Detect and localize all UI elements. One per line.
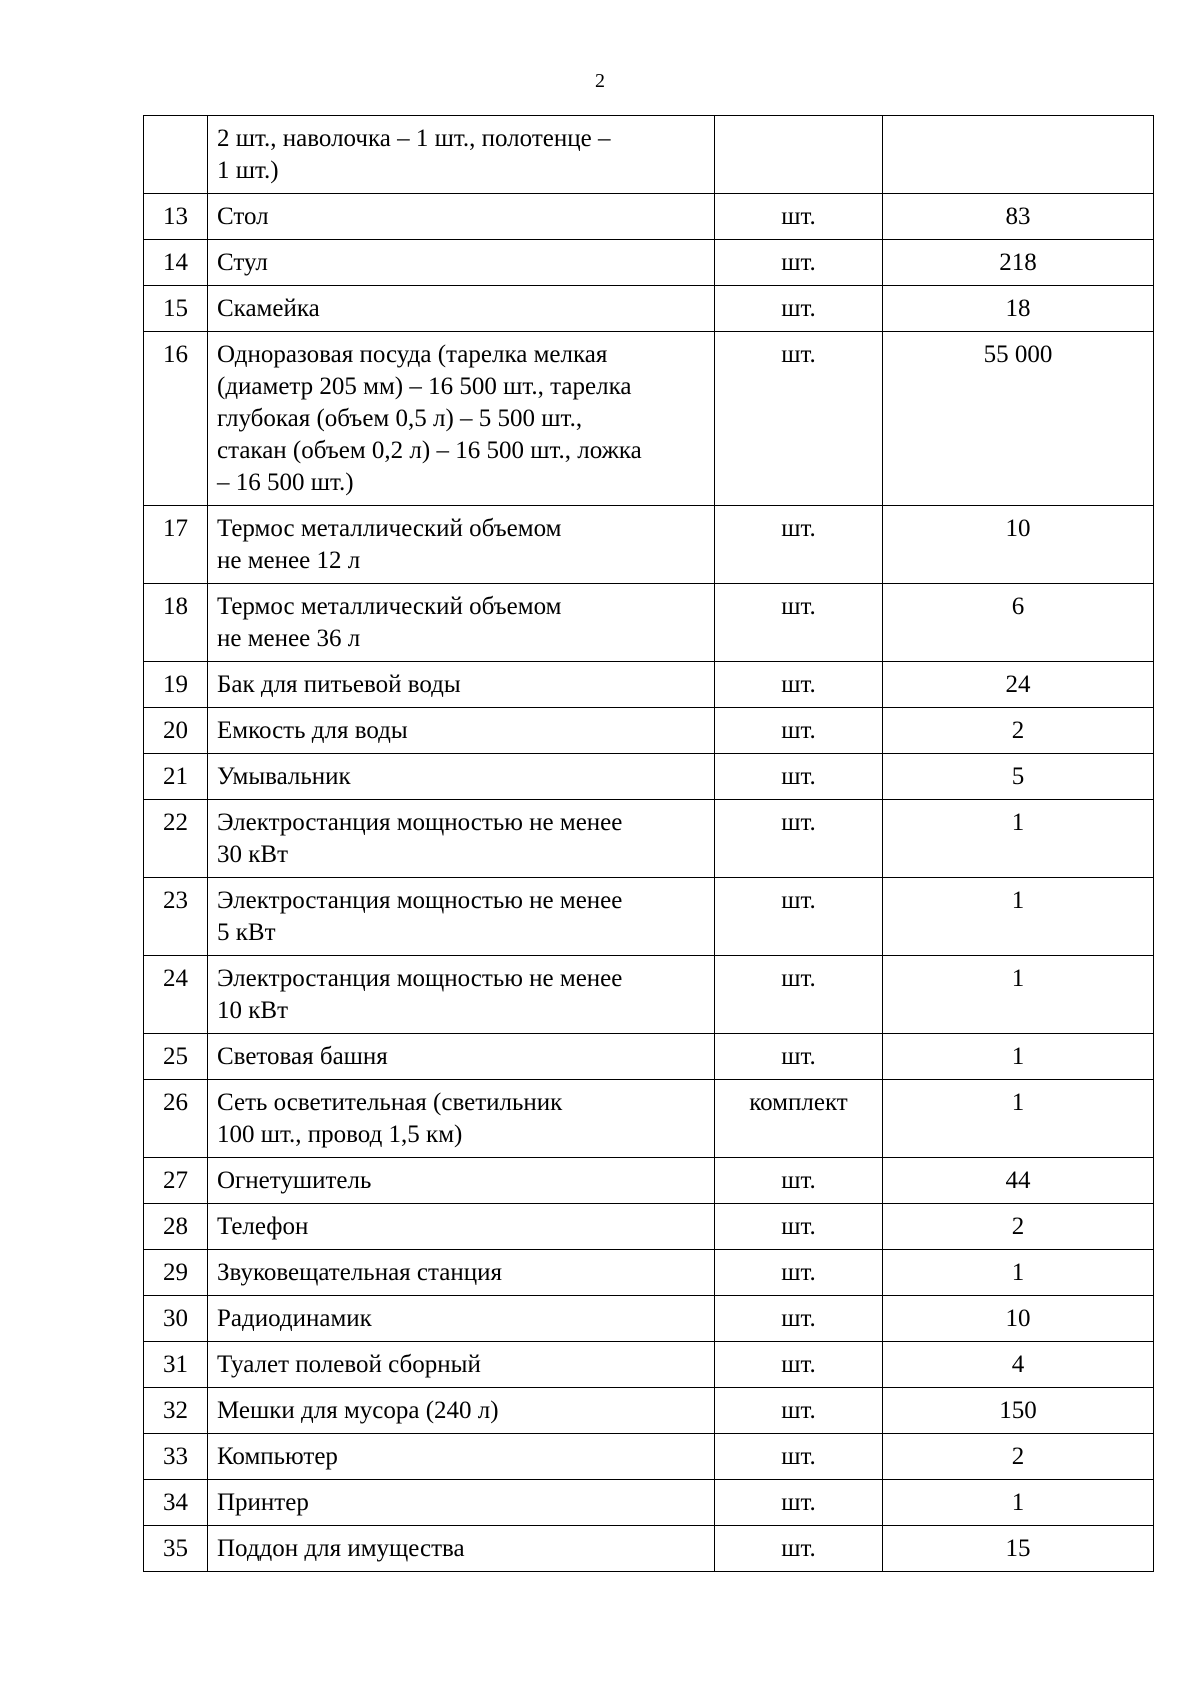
table-row	[144, 584, 1154, 662]
item-number-cell: 35	[144, 1526, 208, 1572]
table-row	[144, 1250, 1154, 1296]
item-unit-cell: шт.	[715, 1296, 883, 1342]
table-row	[144, 956, 1154, 1034]
item-quantity-cell: 1	[883, 800, 1154, 878]
item-quantity-cell: 15	[883, 1526, 1154, 1572]
table-row	[144, 1204, 1154, 1250]
item-name-cell: Электростанция мощностью не менее 30 кВт	[208, 800, 715, 878]
table-row	[144, 1296, 1154, 1342]
item-name-cell: Электростанция мощностью не менее 5 кВт	[208, 878, 715, 956]
item-number-cell: 26	[144, 1080, 208, 1158]
item-quantity-cell: 24	[883, 662, 1154, 708]
table-row	[144, 116, 1154, 194]
item-number-cell: 21	[144, 754, 208, 800]
item-quantity-cell: 5	[883, 754, 1154, 800]
item-name-cell: Одноразовая посуда (тарелка мелкая (диаметр 205 мм) – 16 500 шт., тарелка глубокая (объем 0,5 л) – 5 500 шт., стакан (объем 0,2 л) – 16 500 шт., ложка – 16 500 шт.)	[208, 332, 715, 506]
item-quantity-cell: 1	[883, 878, 1154, 956]
table-row	[144, 1480, 1154, 1526]
item-name-cell: Сеть осветительная (светильник 100 шт., провод 1,5 км)	[208, 1080, 715, 1158]
item-name-cell: Термос металлический объемом не менее 12 л	[208, 506, 715, 584]
item-quantity-cell: 55 000	[883, 332, 1154, 506]
item-unit-cell: комплект	[715, 1080, 883, 1158]
table-row	[144, 754, 1154, 800]
table-row	[144, 286, 1154, 332]
table-row	[144, 1034, 1154, 1080]
item-quantity-cell: 150	[883, 1388, 1154, 1434]
item-name-cell: Туалет полевой сборный	[208, 1342, 715, 1388]
item-name-cell: Принтер	[208, 1480, 715, 1526]
item-quantity-cell: 1	[883, 956, 1154, 1034]
item-number-cell: 14	[144, 240, 208, 286]
item-unit-cell: шт.	[715, 1526, 883, 1572]
item-name-cell: Скамейка	[208, 286, 715, 332]
item-quantity-cell: 10	[883, 1296, 1154, 1342]
table-row	[144, 1080, 1154, 1158]
item-name-cell: Емкость для воды	[208, 708, 715, 754]
item-unit-cell: шт.	[715, 1034, 883, 1080]
item-name-cell: Поддон для имущества	[208, 1526, 715, 1572]
item-quantity-cell: 6	[883, 584, 1154, 662]
page-number: 2	[595, 70, 605, 92]
item-number-cell: 23	[144, 878, 208, 956]
item-number-cell: 20	[144, 708, 208, 754]
item-name-cell: Электростанция мощностью не менее 10 кВт	[208, 956, 715, 1034]
item-name-cell: Мешки для мусора (240 л)	[208, 1388, 715, 1434]
table-row	[144, 708, 1154, 754]
item-name-cell: 2 шт., наволочка – 1 шт., полотенце – 1 шт.)	[208, 116, 715, 194]
equipment-table	[143, 115, 1154, 1572]
item-unit-cell: шт.	[715, 956, 883, 1034]
item-quantity-cell: 4	[883, 1342, 1154, 1388]
table-row	[144, 1388, 1154, 1434]
item-number-cell: 34	[144, 1480, 208, 1526]
item-quantity-cell: 2	[883, 708, 1154, 754]
item-number-cell	[144, 116, 208, 194]
item-unit-cell: шт.	[715, 1250, 883, 1296]
item-quantity-cell: 2	[883, 1434, 1154, 1480]
table-row	[144, 1526, 1154, 1572]
table-row	[144, 878, 1154, 956]
item-quantity-cell	[883, 116, 1154, 194]
item-unit-cell: шт.	[715, 1388, 883, 1434]
table-row	[144, 662, 1154, 708]
item-name-cell: Бак для питьевой воды	[208, 662, 715, 708]
item-name-cell: Телефон	[208, 1204, 715, 1250]
item-quantity-cell: 218	[883, 240, 1154, 286]
item-unit-cell: шт.	[715, 194, 883, 240]
table-row	[144, 1342, 1154, 1388]
item-number-cell: 19	[144, 662, 208, 708]
item-number-cell: 33	[144, 1434, 208, 1480]
item-unit-cell	[715, 116, 883, 194]
item-unit-cell: шт.	[715, 332, 883, 506]
item-unit-cell: шт.	[715, 1342, 883, 1388]
item-name-cell: Стул	[208, 240, 715, 286]
item-name-cell: Термос металлический объемом не менее 36 л	[208, 584, 715, 662]
item-number-cell: 18	[144, 584, 208, 662]
item-unit-cell: шт.	[715, 1158, 883, 1204]
item-quantity-cell: 10	[883, 506, 1154, 584]
table-row	[144, 1434, 1154, 1480]
item-number-cell: 13	[144, 194, 208, 240]
table-row	[144, 240, 1154, 286]
table-row	[144, 800, 1154, 878]
item-unit-cell: шт.	[715, 878, 883, 956]
item-quantity-cell: 2	[883, 1204, 1154, 1250]
item-quantity-cell: 83	[883, 194, 1154, 240]
item-quantity-cell: 44	[883, 1158, 1154, 1204]
item-number-cell: 27	[144, 1158, 208, 1204]
item-name-cell: Световая башня	[208, 1034, 715, 1080]
item-name-cell: Звуковещательная станция	[208, 1250, 715, 1296]
item-unit-cell: шт.	[715, 1204, 883, 1250]
item-unit-cell: шт.	[715, 708, 883, 754]
equipment-table-body	[144, 116, 1154, 1572]
item-unit-cell: шт.	[715, 240, 883, 286]
item-unit-cell: шт.	[715, 286, 883, 332]
item-number-cell: 16	[144, 332, 208, 506]
table-row	[144, 332, 1154, 506]
item-quantity-cell: 1	[883, 1480, 1154, 1526]
item-unit-cell: шт.	[715, 662, 883, 708]
item-quantity-cell: 18	[883, 286, 1154, 332]
item-number-cell: 24	[144, 956, 208, 1034]
item-unit-cell: шт.	[715, 584, 883, 662]
item-unit-cell: шт.	[715, 1434, 883, 1480]
item-number-cell: 22	[144, 800, 208, 878]
item-number-cell: 29	[144, 1250, 208, 1296]
item-quantity-cell: 1	[883, 1250, 1154, 1296]
item-quantity-cell: 1	[883, 1080, 1154, 1158]
item-name-cell: Компьютер	[208, 1434, 715, 1480]
item-number-cell: 32	[144, 1388, 208, 1434]
item-number-cell: 31	[144, 1342, 208, 1388]
item-unit-cell: шт.	[715, 1480, 883, 1526]
table-row	[144, 194, 1154, 240]
item-number-cell: 30	[144, 1296, 208, 1342]
item-unit-cell: шт.	[715, 800, 883, 878]
item-name-cell: Стол	[208, 194, 715, 240]
item-number-cell: 28	[144, 1204, 208, 1250]
item-number-cell: 15	[144, 286, 208, 332]
item-number-cell: 17	[144, 506, 208, 584]
item-unit-cell: шт.	[715, 754, 883, 800]
table-row	[144, 506, 1154, 584]
item-name-cell: Радиодинамик	[208, 1296, 715, 1342]
item-name-cell: Огнетушитель	[208, 1158, 715, 1204]
table-row	[144, 1158, 1154, 1204]
item-quantity-cell: 1	[883, 1034, 1154, 1080]
item-unit-cell: шт.	[715, 506, 883, 584]
item-number-cell: 25	[144, 1034, 208, 1080]
item-name-cell: Умывальник	[208, 754, 715, 800]
